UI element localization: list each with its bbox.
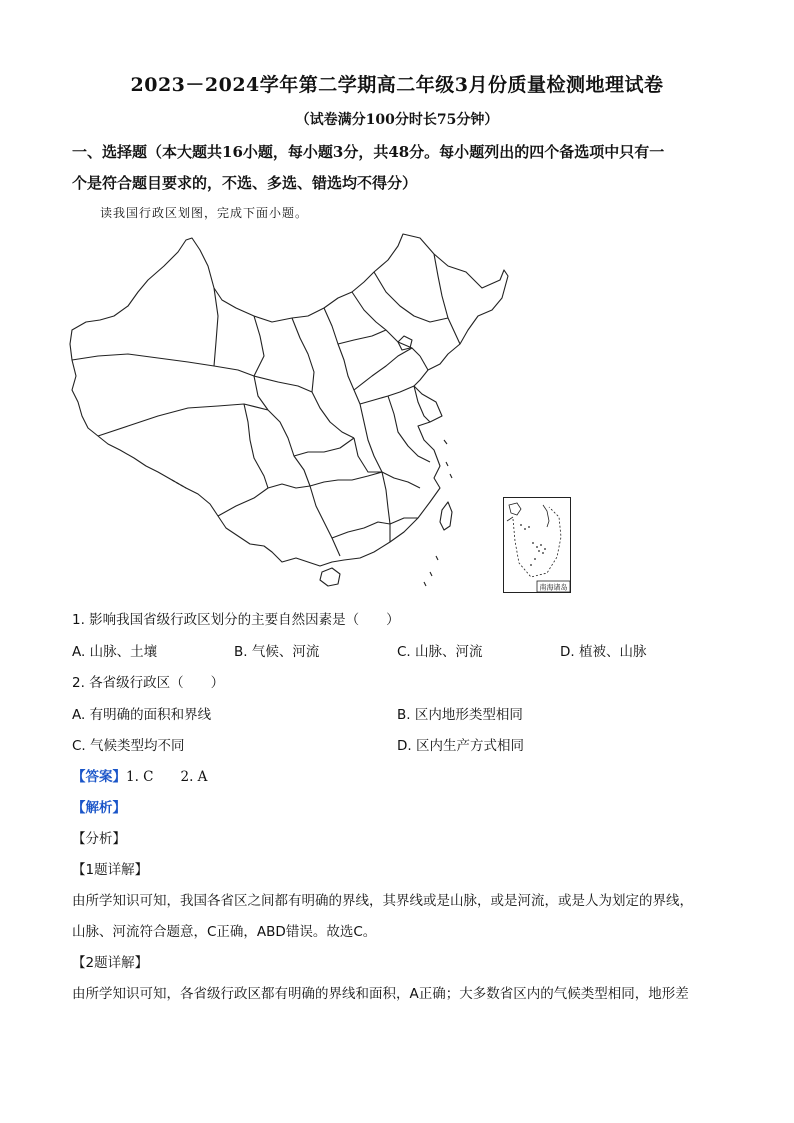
- province-line: [360, 404, 382, 472]
- province-line: [388, 396, 430, 462]
- province-line: [354, 348, 412, 390]
- answer-value: 1. C 2. A: [126, 769, 208, 785]
- q1-option-a: A. 山脉、土壤: [72, 644, 158, 660]
- section-heading-line2: 个是符合题目要求的，不选、多选、错选均不得分）: [72, 174, 418, 192]
- q1-option-c: C. 山脉、河流: [397, 644, 483, 660]
- south-china-sea-inset: [503, 497, 571, 593]
- province-line: [218, 484, 310, 516]
- province-line: [98, 404, 268, 436]
- province-line: [312, 392, 354, 438]
- province-line: [420, 356, 428, 370]
- q2-option-d: D. 区内生产方式相同: [397, 738, 524, 754]
- province-line: [310, 472, 382, 486]
- answer-label: 【答案】: [72, 769, 126, 785]
- province-line: [310, 486, 340, 556]
- province-line: [254, 376, 312, 392]
- analysis-label: 【解析】: [72, 800, 126, 816]
- inset-label: 南海诸岛: [539, 583, 568, 592]
- answer-line: [72, 765, 207, 785]
- q2-detail-label: 【2题详解】: [72, 955, 149, 971]
- q1-detail-label: 【1题详解】: [72, 862, 149, 878]
- page-title: 2023－2024学年第二学期高二年级3月份质量检测地理试卷: [130, 74, 664, 96]
- section-heading-line1: 一、选择题（本大题共16小题，每小题3分，共48分。每小题列出的四个备选项中只有一: [72, 143, 665, 161]
- hainan-outline: [320, 568, 340, 586]
- province-line: [268, 410, 310, 486]
- q1-detail-line2: 山脉、河流符合题意，C正确，ABD错误。故选C。: [72, 924, 377, 940]
- taiwan-outline: [440, 502, 452, 530]
- province-line: [352, 292, 420, 356]
- china-outline: [70, 234, 508, 566]
- province-line: [294, 438, 354, 456]
- page-subtitle: （试卷满分100分时长75分钟）: [295, 112, 499, 128]
- province-line: [244, 404, 268, 488]
- province-line: [254, 316, 268, 410]
- province-line: [382, 472, 390, 542]
- province-line: [214, 288, 218, 366]
- province-line: [374, 272, 448, 322]
- question-2-stem: 2. 各省级行政区（ ）: [72, 675, 225, 691]
- province-line: [72, 354, 254, 376]
- q1-option-d: D. 植被、山脉: [560, 644, 647, 660]
- q1-detail-line1: 由所学知识可知，我国各省区之间都有明确的界线，其界线或是山脉，或是河流，或是人为划定的界线，: [72, 893, 693, 909]
- province-line: [292, 318, 314, 392]
- q2-option-a: A. 有明确的面积和界线: [72, 707, 212, 723]
- q2-detail-line1: 由所学知识可知，各省级行政区都有明确的界线和面积，A正确；大多数省区内的气候类型相同，地形差: [72, 986, 689, 1002]
- province-line: [414, 386, 430, 422]
- q2-option-c: C. 气候类型均不同: [72, 738, 185, 754]
- province-line: [338, 330, 386, 344]
- q1-option-b: B. 气候、河流: [234, 644, 320, 660]
- question-intro: 读我国行政区划图，完成下面小题。: [100, 206, 309, 220]
- q2-option-b: B. 区内地形类型相同: [397, 707, 523, 723]
- province-line: [332, 518, 418, 538]
- province-line: [360, 386, 414, 404]
- question-1-stem: 1. 影响我国省级行政区划分的主要自然因素是（ ）: [72, 612, 400, 628]
- analysis-fenxi: 【分析】: [72, 831, 126, 847]
- province-line: [434, 254, 460, 344]
- province-line: [354, 438, 420, 488]
